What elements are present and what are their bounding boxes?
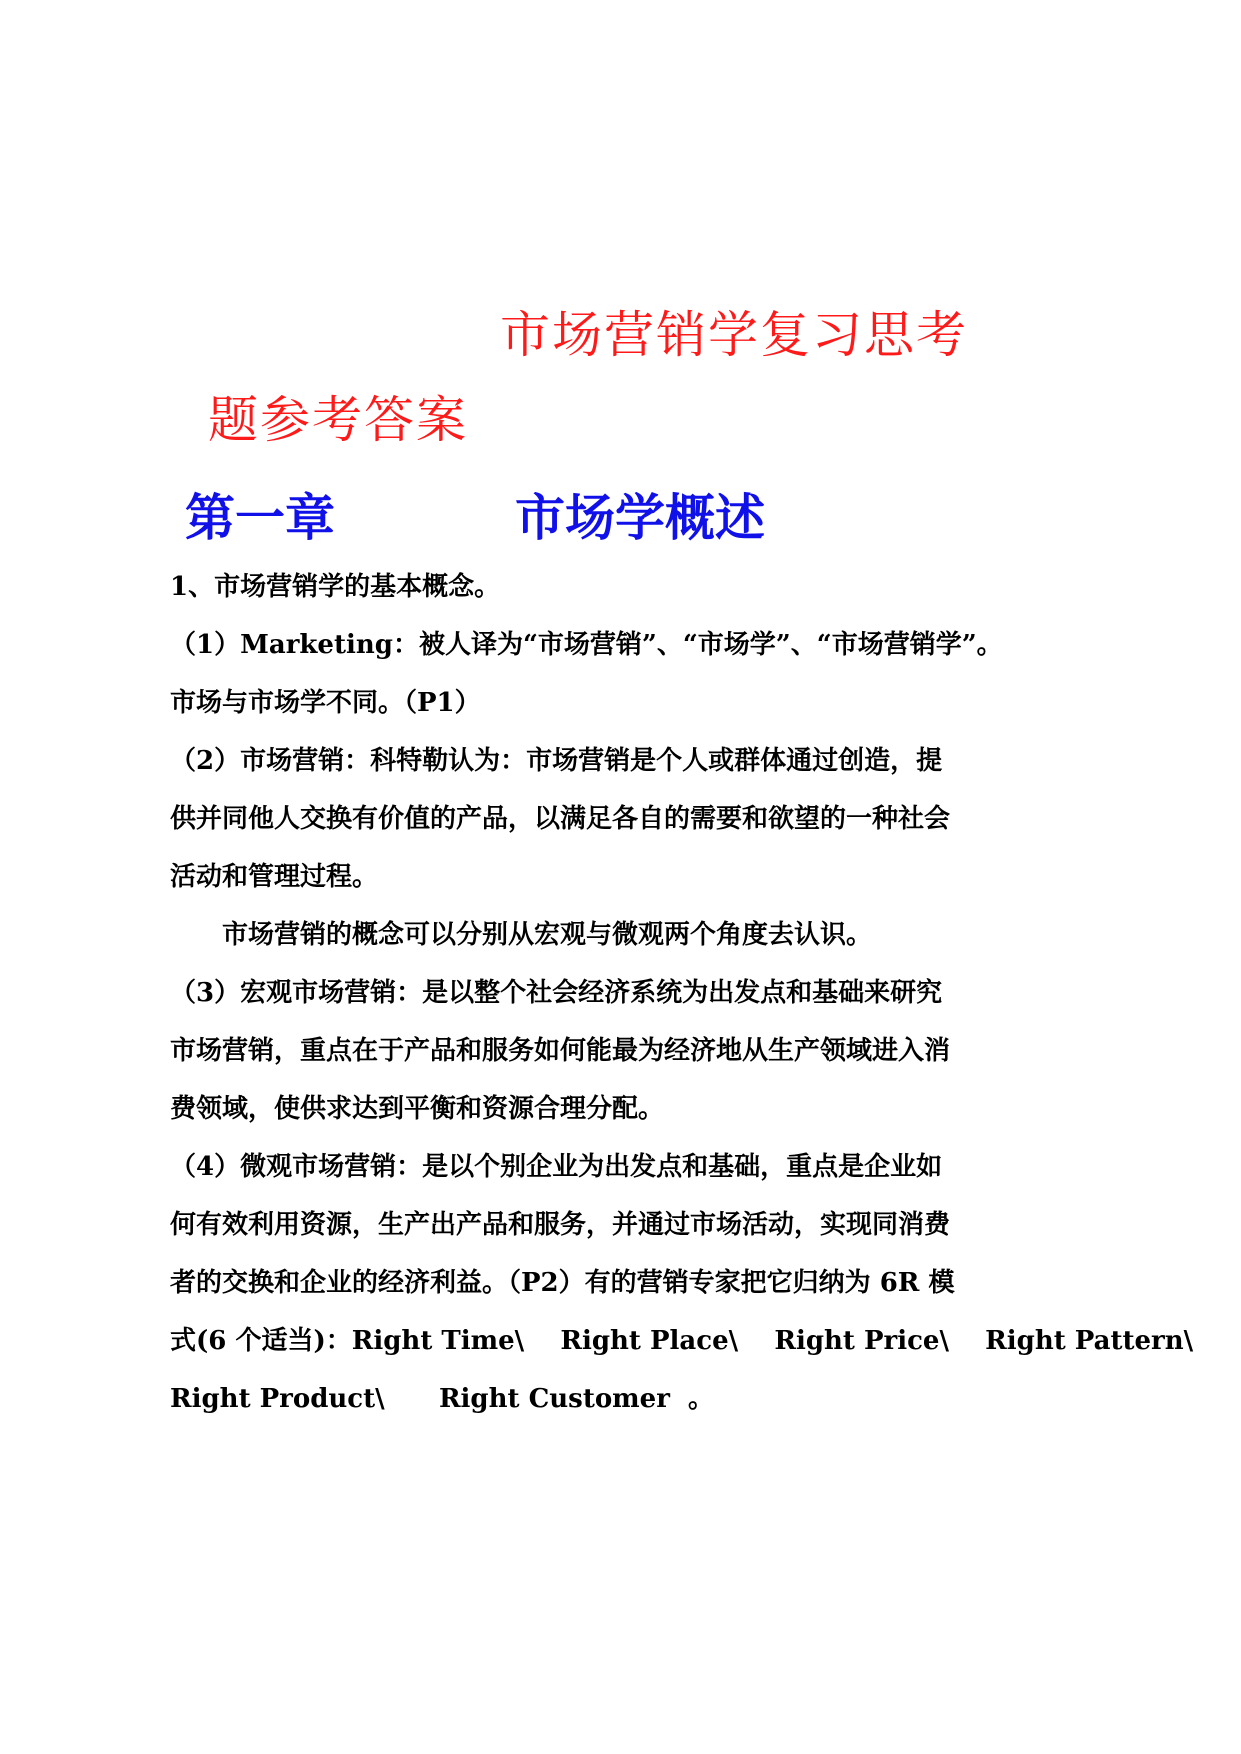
body-line: 1、市场营销学的基本概念。 [170, 572, 501, 602]
document-title-line1: 市场营销学复习思考 [500, 306, 968, 364]
body-line: 市场营销，重点在于产品和服务如何能最为经济地从生产领域进入消 [170, 1036, 951, 1066]
body-line: 活动和管理过程。 [170, 862, 379, 892]
document-title-line2: 题参考答案 [208, 391, 468, 449]
body-line: （4）微观市场营销：是以个别企业为出发点和基础，重点是企业如 [170, 1152, 943, 1182]
body-line: 式(6 个适当)：Right Time\ Right Place\ Right Price\ Right Pattern\ [170, 1326, 1194, 1356]
chapter-title: 市场学概述 [515, 488, 765, 547]
body-line: 者的交换和企业的经济利益。（P2）有的营销专家把它归纳为 6R 模 [170, 1268, 955, 1298]
body-line: （1）Marketing：被人译为“市场营销”、“市场学”、“市场营销学”。 [170, 630, 1003, 660]
body-line: （2）市场营销：科特勒认为：市场营销是个人或群体通过创造，提 [170, 746, 943, 776]
body-line: Right Product\ Right Customer 。 [170, 1384, 715, 1414]
body-line: 市场营销的概念可以分别从宏观与微观两个角度去认识。 [222, 920, 873, 950]
chapter-number: 第一章 [185, 488, 335, 547]
body-line: 供并同他人交换有价值的产品，以满足各自的需要和欲望的一种社会 [170, 804, 951, 834]
body-line: 市场与市场学不同。（P1） [170, 688, 481, 718]
body-line: 何有效利用资源，生产出产品和服务，并通过市场活动，实现同消费 [170, 1210, 951, 1240]
body-line: 费领域，使供求达到平衡和资源合理分配。 [170, 1094, 665, 1124]
body-line: （3）宏观市场营销：是以整个社会经济系统为出发点和基础来研究 [170, 978, 943, 1008]
